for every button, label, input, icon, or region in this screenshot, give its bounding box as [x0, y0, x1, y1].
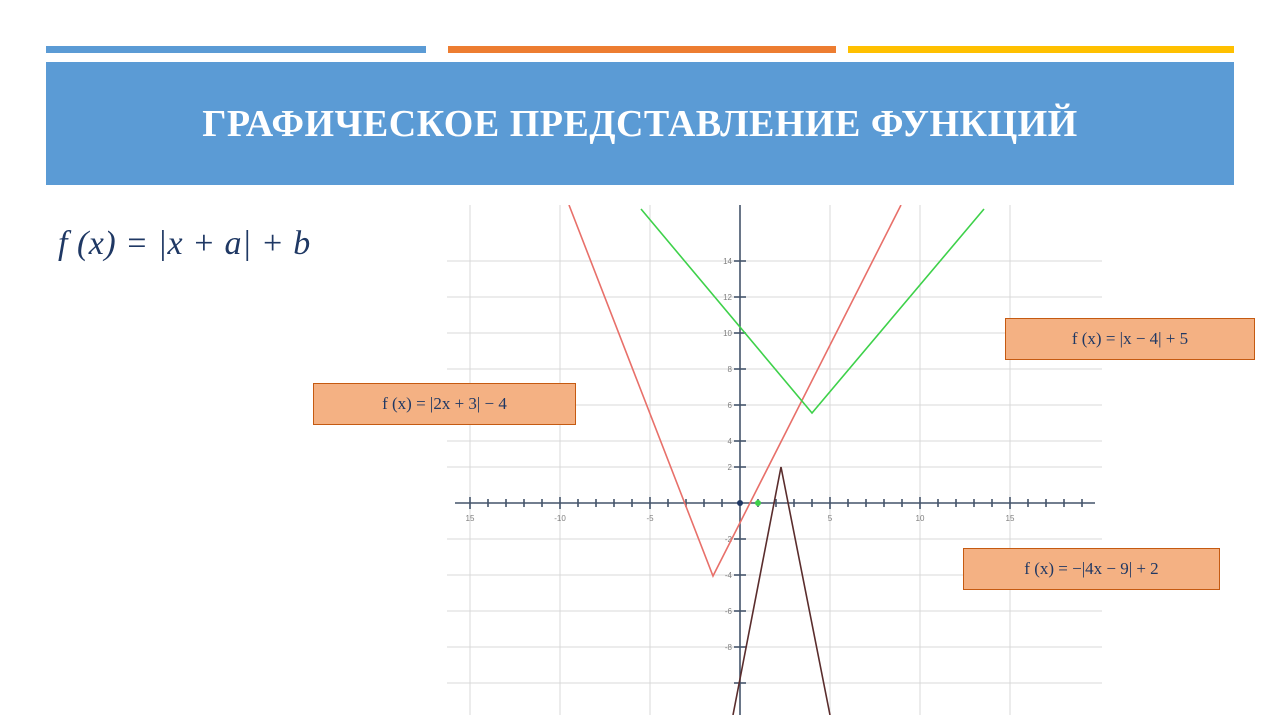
svg-text:-8: -8 — [724, 643, 732, 652]
axes — [455, 205, 1095, 715]
svg-text:14: 14 — [723, 257, 732, 266]
svg-text:-5: -5 — [646, 514, 654, 523]
svg-text:5: 5 — [827, 514, 833, 523]
grid-lines — [447, 205, 1102, 715]
svg-text:-2: -2 — [724, 535, 732, 544]
svg-text:4: 4 — [727, 437, 732, 446]
svg-text:-4: -4 — [724, 571, 732, 580]
series-darkred — [733, 467, 830, 715]
svg-text:8: 8 — [727, 365, 732, 374]
series-green — [641, 209, 984, 413]
accent-bar-orange — [448, 46, 836, 53]
callout-formula-1: f (x) = |2x + 3| − 4 — [313, 383, 576, 425]
main-formula: f (x) = |x + a| + b — [58, 225, 311, 262]
function-graph — [447, 205, 1102, 715]
svg-text:-6: -6 — [724, 607, 732, 616]
accent-bar-blue — [46, 46, 426, 53]
callout-formula-2: f (x) = |x − 4| + 5 — [1005, 318, 1255, 360]
svg-text:-10: -10 — [554, 514, 566, 523]
svg-text:15: 15 — [465, 514, 475, 523]
svg-text:6: 6 — [727, 401, 732, 410]
page-title: ГРАФИЧЕСКОЕ ПРЕДСТАВЛЕНИЕ ФУНКЦИЙ — [202, 102, 1078, 145]
svg-text:15: 15 — [1005, 514, 1015, 523]
svg-text:12: 12 — [723, 293, 732, 302]
graph-canvas — [447, 205, 1102, 715]
title-banner — [46, 62, 1234, 185]
svg-text:10: 10 — [915, 514, 925, 523]
accent-bar-yellow — [848, 46, 1234, 53]
svg-text:2: 2 — [727, 463, 732, 472]
callout-formula-3: f (x) = −|4x − 9| + 2 — [963, 548, 1220, 590]
svg-text:10: 10 — [723, 329, 732, 338]
marked-point-green — [755, 500, 761, 506]
origin-point — [737, 500, 743, 506]
